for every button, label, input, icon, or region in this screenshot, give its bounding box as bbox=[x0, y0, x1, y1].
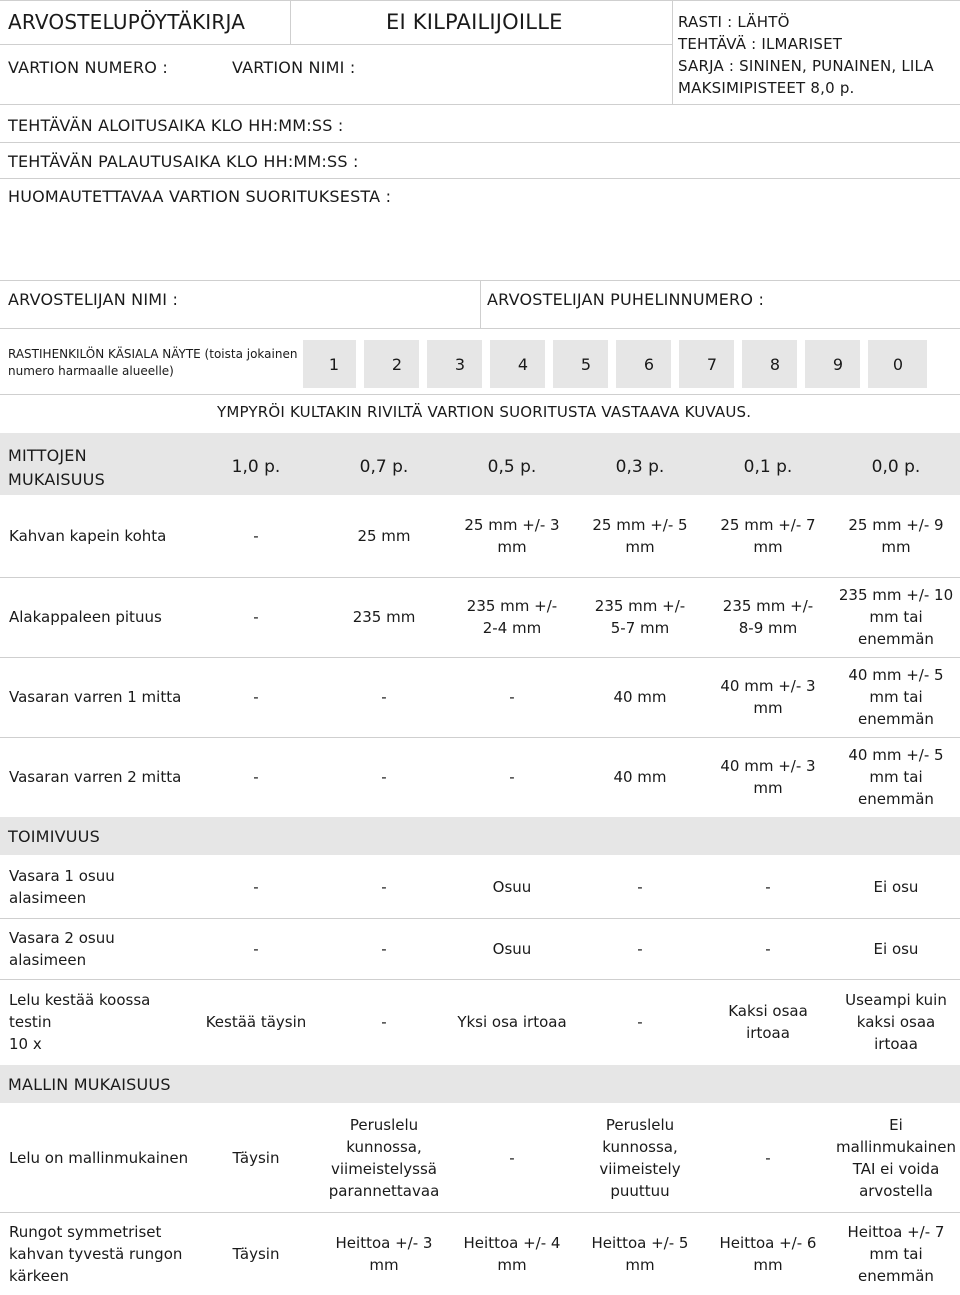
team-name-field[interactable]: VARTION NIMI : bbox=[232, 58, 356, 77]
judge-name-field[interactable]: ARVOSTELIJAN NIMI : bbox=[8, 290, 179, 309]
option-cell[interactable]: 25 mm +/- 3 mm bbox=[464, 516, 560, 556]
option-cell[interactable]: Heittoa +/- 7 mm tai enemmän bbox=[847, 1222, 945, 1285]
option-cell[interactable]: - bbox=[253, 939, 259, 958]
option-cell[interactable]: 25 mm bbox=[357, 527, 411, 545]
digit-1: 1 bbox=[328, 354, 340, 374]
option-cell[interactable]: - bbox=[509, 688, 515, 706]
digit-9: 9 bbox=[832, 354, 844, 374]
option-cell[interactable]: - bbox=[509, 768, 515, 786]
option-cell[interactable]: 235 mm +/- 5-7 mm bbox=[594, 597, 686, 637]
option-cell[interactable]: - bbox=[765, 877, 771, 896]
judge-phone-field[interactable]: ARVOSTELIJAN PUHELINNUMERO : bbox=[487, 290, 765, 309]
option-cell[interactable]: Täysin bbox=[232, 1148, 280, 1167]
option-cell[interactable]: Kaksi osaa irtoaa bbox=[728, 1002, 808, 1042]
option-cell[interactable]: Täysin bbox=[232, 1244, 280, 1263]
option-cell[interactable]: Heittoa +/- 3 mm bbox=[335, 1233, 433, 1274]
task-info: RASTI : LÄHTÖ TEHTÄVÄ : ILMARISET SARJA : SININEN, PUNAINEN, LILA MAKSIMIPISTEET 8,0 p. bbox=[678, 13, 934, 97]
option-cell[interactable]: - bbox=[637, 939, 643, 958]
option-cell[interactable]: Ei mallinmukainen TAI ei voida arvostella bbox=[836, 1115, 956, 1200]
option-cell[interactable]: 25 mm +/- 5 mm bbox=[592, 516, 688, 556]
row-label: Lelu kestää koossa testin 10 x bbox=[9, 991, 151, 1053]
option-cell[interactable]: Ei osu bbox=[873, 877, 919, 896]
return-time-field[interactable]: TEHTÄVÄN PALAUTUSAIKA KLO HH:MM:SS : bbox=[8, 152, 359, 171]
points-0-3: 0,3 p. bbox=[615, 457, 665, 477]
row-label: Vasara 2 osuu alasimeen bbox=[9, 928, 115, 969]
option-cell[interactable]: - bbox=[381, 1013, 387, 1031]
option-cell[interactable]: Useampi kuin kaksi osaa irtoaa bbox=[845, 991, 947, 1053]
option-cell[interactable]: Osuu bbox=[492, 877, 532, 896]
option-cell[interactable]: - bbox=[765, 1148, 771, 1167]
option-cell[interactable]: Ei osu bbox=[873, 939, 919, 958]
option-cell[interactable]: Peruslelu kunnossa, viimeistelyssä parannettavaa bbox=[328, 1115, 440, 1200]
digit-8: 8 bbox=[769, 354, 781, 374]
option-cell[interactable]: Heittoa +/- 5 mm bbox=[591, 1233, 689, 1274]
option-cell[interactable]: - bbox=[253, 608, 259, 626]
section-model: MALLIN MUKAISUUS bbox=[8, 1075, 171, 1094]
option-cell[interactable]: 235 mm bbox=[352, 608, 416, 626]
row-label: Kahvan kapein kohta bbox=[9, 527, 167, 545]
digit-4: 4 bbox=[517, 354, 529, 374]
option-cell[interactable]: 40 mm +/- 5 mm tai enemmän bbox=[848, 746, 944, 808]
row-label: Vasaran varren 1 mitta bbox=[9, 688, 182, 706]
digit-5: 5 bbox=[580, 354, 592, 374]
points-0-7: 0,7 p. bbox=[359, 457, 409, 477]
option-cell[interactable]: Heittoa +/- 6 mm bbox=[719, 1233, 817, 1274]
option-cell[interactable]: 40 mm +/- 3 mm bbox=[720, 677, 816, 717]
option-cell[interactable]: Yksi osa irtoaa bbox=[457, 1013, 567, 1031]
digit-6: 6 bbox=[643, 354, 655, 374]
option-cell[interactable]: - bbox=[381, 688, 387, 706]
option-cell[interactable]: - bbox=[381, 768, 387, 786]
option-cell[interactable]: - bbox=[253, 688, 259, 706]
option-cell[interactable]: Osuu bbox=[492, 939, 532, 958]
option-cell[interactable]: 40 mm +/- 3 mm bbox=[720, 757, 816, 797]
option-cell[interactable]: 235 mm +/- 10 mm tai enemmän bbox=[838, 586, 954, 648]
option-cell[interactable]: 25 mm +/- 7 mm bbox=[720, 516, 816, 556]
option-cell[interactable]: - bbox=[637, 877, 643, 896]
option-cell[interactable]: - bbox=[509, 1148, 515, 1167]
no-competitors-label: EI KILPAILIJOILLE bbox=[386, 10, 563, 34]
option-cell[interactable]: Kestää täysin bbox=[205, 1013, 307, 1031]
digit-0: 0 bbox=[892, 354, 904, 374]
option-cell[interactable]: 40 mm bbox=[613, 688, 667, 706]
row-label: Vasara 1 osuu alasimeen bbox=[9, 866, 115, 907]
option-cell[interactable]: Heittoa +/- 4 mm bbox=[463, 1233, 561, 1274]
points-1-0: 1,0 p. bbox=[231, 457, 281, 477]
section-measurements: MITTOJEN MUKAISUUS bbox=[8, 446, 105, 489]
row-label: Rungot symmetriset kahvan tyvestä rungon kärkeen bbox=[9, 1222, 183, 1285]
option-cell[interactable]: 40 mm +/- 5 mm tai enemmän bbox=[848, 666, 944, 728]
option-cell[interactable]: 235 mm +/- 2-4 mm bbox=[466, 597, 558, 637]
digit-7: 7 bbox=[706, 354, 718, 374]
option-cell[interactable]: - bbox=[765, 939, 771, 958]
instruction-text: YMPYRÖI KULTAKIN RIVILTÄ VARTION SUORITUSTA VASTAAVA KUVAUS. bbox=[217, 403, 752, 421]
digit-2: 2 bbox=[391, 354, 403, 374]
option-cell[interactable]: 235 mm +/- 8-9 mm bbox=[722, 597, 814, 637]
start-time-field[interactable]: TEHTÄVÄN ALOITUSAIKA KLO HH:MM:SS : bbox=[8, 116, 344, 135]
row-label: Vasaran varren 2 mitta bbox=[9, 768, 182, 786]
option-cell[interactable]: - bbox=[253, 877, 259, 896]
option-cell[interactable]: 25 mm +/- 9 mm bbox=[848, 516, 944, 556]
row-label: Lelu on mallinmukainen bbox=[9, 1148, 189, 1167]
option-cell[interactable]: 40 mm bbox=[613, 768, 667, 786]
option-cell[interactable]: - bbox=[253, 527, 259, 545]
digit-3: 3 bbox=[454, 354, 466, 374]
points-0-0: 0,0 p. bbox=[871, 457, 921, 477]
option-cell[interactable]: - bbox=[637, 1013, 643, 1031]
team-number-field[interactable]: VARTION NUMERO : bbox=[8, 58, 168, 77]
row-label: Alakappaleen pituus bbox=[9, 608, 162, 626]
option-cell[interactable]: - bbox=[381, 939, 387, 958]
handwriting-sample-label: RASTIHENKILÖN KÄSIALA NÄYTE (toista jokainen numero harmaalle alueelle) bbox=[8, 347, 298, 378]
section-function: TOIMIVUUS bbox=[8, 827, 100, 846]
points-0-1: 0,1 p. bbox=[743, 457, 793, 477]
remarks-field[interactable]: HUOMAUTETTAVAA VARTION SUORITUKSESTA : bbox=[8, 187, 392, 206]
option-cell[interactable]: Peruslelu kunnossa, viimeistely puuttuu bbox=[599, 1115, 681, 1200]
form-title: ARVOSTELUPÖYTÄKIRJA bbox=[8, 10, 246, 34]
option-cell[interactable]: - bbox=[381, 877, 387, 896]
points-0-5: 0,5 p. bbox=[487, 457, 537, 477]
option-cell[interactable]: - bbox=[253, 768, 259, 786]
